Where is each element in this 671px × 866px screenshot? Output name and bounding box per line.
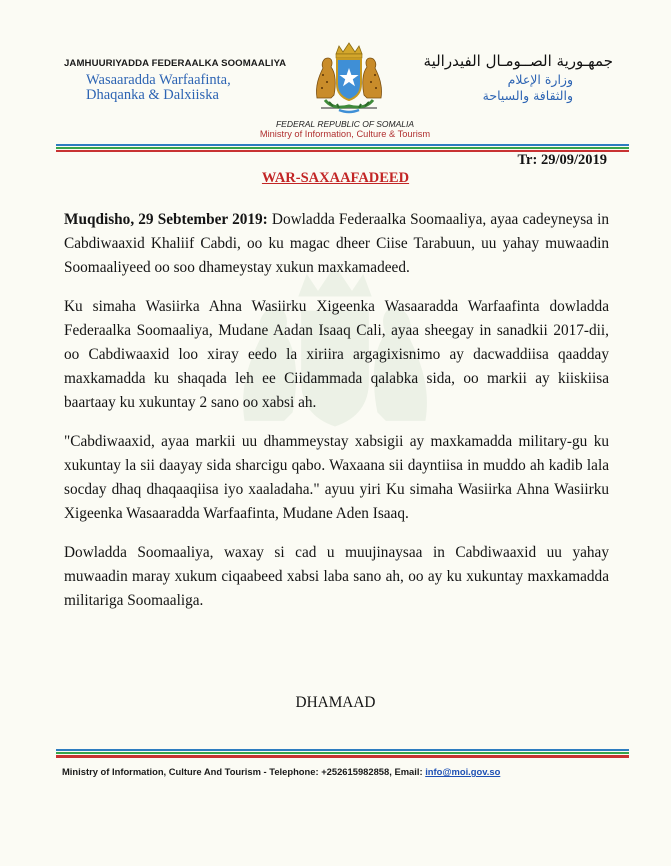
ministry-name-arabic-line1: وزارة الإعلام <box>507 72 573 87</box>
paragraph-3: "Cabdiwaaxid, ayaa markii uu dhammeystay xabsigii ay maxkamadda military-gu ku xukuntay la sii daayay sida sharcigu qabo. Waxaana sii dayntiisa in muddo ah kadib lala socday dhaq dhaqaaqiisa iyo xaaladaha." ayuu yiri Ku simaha Wasiirka Ahna Wasiirku Xigeenka Wasaaradda Warfaafinta, Mudane Aden Isaaq. <box>64 433 609 522</box>
closing-word: DHAMAAD <box>295 694 376 711</box>
paragraph-2: Ku simaha Wasiirka Ahna Wasiirku Xigeenka Wasaaradda Warfaafinta dowladda Federaalka Soomaaliya, Mudane Aadan Isaaq Cali, ayaa sheegay in sanadkii 2017-dii, oo Cabdiwaaxid loo xiray eedo la xiriira argagixisnimo ay dacwaddiisa qaadday maxkamadda ku shaqada leh ee Ciidammada qalabka sida, oo markii ay kiiskiisa baartaay ku xukuntay 2 sano oo xabsi ah. <box>64 298 609 411</box>
republic-name-english: FEDERAL REPUBLIC OF SOMALIA <box>275 119 415 129</box>
ministry-name-somali <box>86 73 304 103</box>
paragraph-1 <box>64 208 609 280</box>
header-left-somali <box>64 58 304 103</box>
ministry-name-english: Ministry of Information, Culture & Tourism <box>259 129 431 139</box>
paragraph-1-text: Dowladda Federaalka Soomaaliya, ayaa cadeyneysa in Cabdiwaaxid Khaliif Cabdi, oo ku magac dheer Ciise Tarabuun, uu yahay muwaadin Soomaaliyeed oo soo dhameystay xukun maxkamadeed. <box>64 211 609 276</box>
paragraph-4: Dowladda Soomaaliya, waxay si cad u muujinaysaa in Cabdiwaaxid uu yahay muwaadin maray xukum ciqaabeed xabsi laba sano ah, oo ay ku xukuntay maxkamadda militariga Soomaaliga. <box>64 544 609 609</box>
press-release-body <box>64 208 609 628</box>
document-date: Tr: 29/09/2019 <box>517 152 607 168</box>
ministry-name-somali-line1: Wasaaradda Warfaafinta, <box>86 72 231 88</box>
header-right-arabic <box>393 52 613 104</box>
footer-text: Ministry of Information, Culture And Tourism - Telephone: +252615982858, Email: <box>62 766 426 777</box>
ministry-name-arabic <box>393 72 573 104</box>
footer-email-link[interactable]: info@moi.gov.so <box>425 766 501 777</box>
republic-name-arabic: جمهـورية الصــومـال الفيدرالية <box>423 52 613 70</box>
footer-contact <box>62 766 500 777</box>
republic-name-somali: JAMHUURIYADDA FEDERAALKA SOOMAALIYA <box>64 58 287 69</box>
ministry-name-somali-line2: Dhaqanka & Dalxiiska <box>86 87 219 103</box>
paragraph-1-lead: Muqdisho, 29 Sebtember 2019: <box>64 211 268 228</box>
document-title: WAR-SAXAAFADEED <box>261 170 410 186</box>
ministry-name-arabic-line2: والثقافة والسياحة <box>482 88 573 103</box>
footer-divider-stripes <box>56 749 629 763</box>
header-divider-stripes <box>56 144 629 152</box>
somalia-coat-of-arms-emblem <box>303 40 395 120</box>
